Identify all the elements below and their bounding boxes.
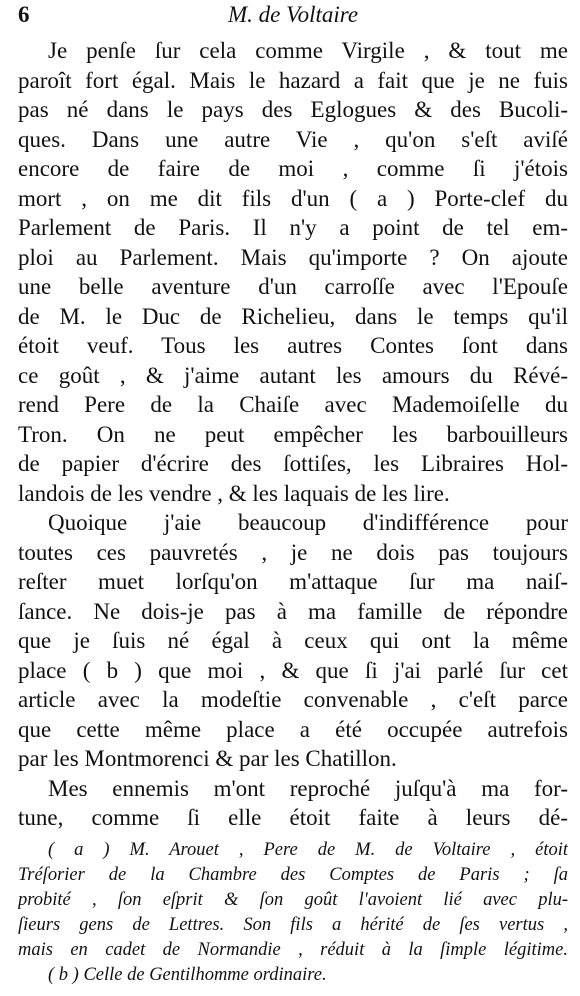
footnotes	[18, 838, 568, 988]
text-line: que je ſuis né égal à ceux qui ont la même	[18, 628, 568, 653]
text-line: Je penſe ſur cela comme Virgile , & tout me	[48, 38, 568, 63]
text-line: paroît fort égal. Mais le hazard a fait que je ne fuis	[18, 67, 568, 93]
text-line: Parlement de Paris. Il n'y a point de tel em-	[18, 215, 568, 240]
text-line: ſance. Ne dois-je pas à ma famille de répondre	[18, 598, 568, 624]
text-line: pas né dans le pays des Eglogues & des Bucoli-	[18, 97, 568, 122]
footnote-line: ( b ) Celle de Gentilhomme ordinaire.	[48, 965, 327, 985]
text-line: que cette même place a été occupée autrefois	[18, 716, 568, 742]
footnote-line: ſieurs gens de Lettres. Son fils a hérité de ſes vertus ,	[18, 915, 568, 935]
text-line: article avec la modeſtie convenable , c'eſt parce	[18, 687, 568, 712]
text-line: ploi au Parlement. Mais qu'importe ? On ajoute	[18, 244, 568, 270]
footnote-line: mais en cadet de Normandie , réduit à la ſimple légitime.	[18, 940, 568, 960]
footnote-line: ( a ) M. Arouet , Pere de M. de Voltaire , étoit	[48, 840, 568, 860]
text-line: toutes ces pauvretés , je ne dois pas toujours	[18, 539, 568, 565]
text-line: mort , on me dit fils d'un ( a ) Porte-clef du	[18, 185, 568, 211]
text-line: landois de les vendre , & les laquais de les lire.	[18, 480, 450, 506]
text-line: étoit veuf. Tous les autres Contes ſont dans	[18, 333, 568, 358]
text-line: rend Pere de la Chaiſe avec Mademoiſelle du	[18, 392, 568, 417]
text-line: de papier d'écrire des ſottiſes, les Libraires Hol-	[18, 451, 568, 476]
page-number: 6	[18, 2, 30, 27]
main-text	[18, 36, 568, 833]
text-line: place ( b ) que moi , & que ſi j'ai parlé ſur cet	[18, 657, 568, 683]
text-line: Tron. On ne peut empêcher les barbouilleurs	[18, 421, 568, 447]
text-line: par les Montmorenci & par les Chatillon.	[18, 746, 397, 771]
text-line: une belle aventure d'un carroſſe avec l'Epouſe	[18, 274, 568, 299]
text-line: ce goût , & j'aime autant les amours du Révé-	[18, 362, 568, 388]
text-line: reſter muet lorſqu'on m'attaque ſur ma naiſ-	[18, 569, 568, 594]
footnote-line: Tréſorier de la Chambre des Comptes de Paris ; ſa	[18, 865, 568, 885]
text-line: ques. Dans une autre Vie , qu'on s'eſt aviſé	[18, 126, 568, 152]
page-header	[18, 2, 568, 34]
footnote-line: probité , ſon eſprit & ſon goût l'avoient lié avec plu-	[18, 890, 568, 910]
text-line: Quoique j'aie beaucoup d'indifférence pour	[48, 510, 568, 535]
running-title: M. de Voltaire	[227, 2, 359, 27]
text-line: tune, comme ſi elle étoit faite à leurs dé-	[18, 805, 568, 830]
text-line: Mes ennemis m'ont reproché juſqu'à ma for-	[48, 775, 568, 801]
text-line: de M. le Duc de Richelieu, dans le temps qu'il	[18, 303, 568, 329]
text-line: encore de faire de moi , comme ſi j'étois	[18, 156, 568, 181]
